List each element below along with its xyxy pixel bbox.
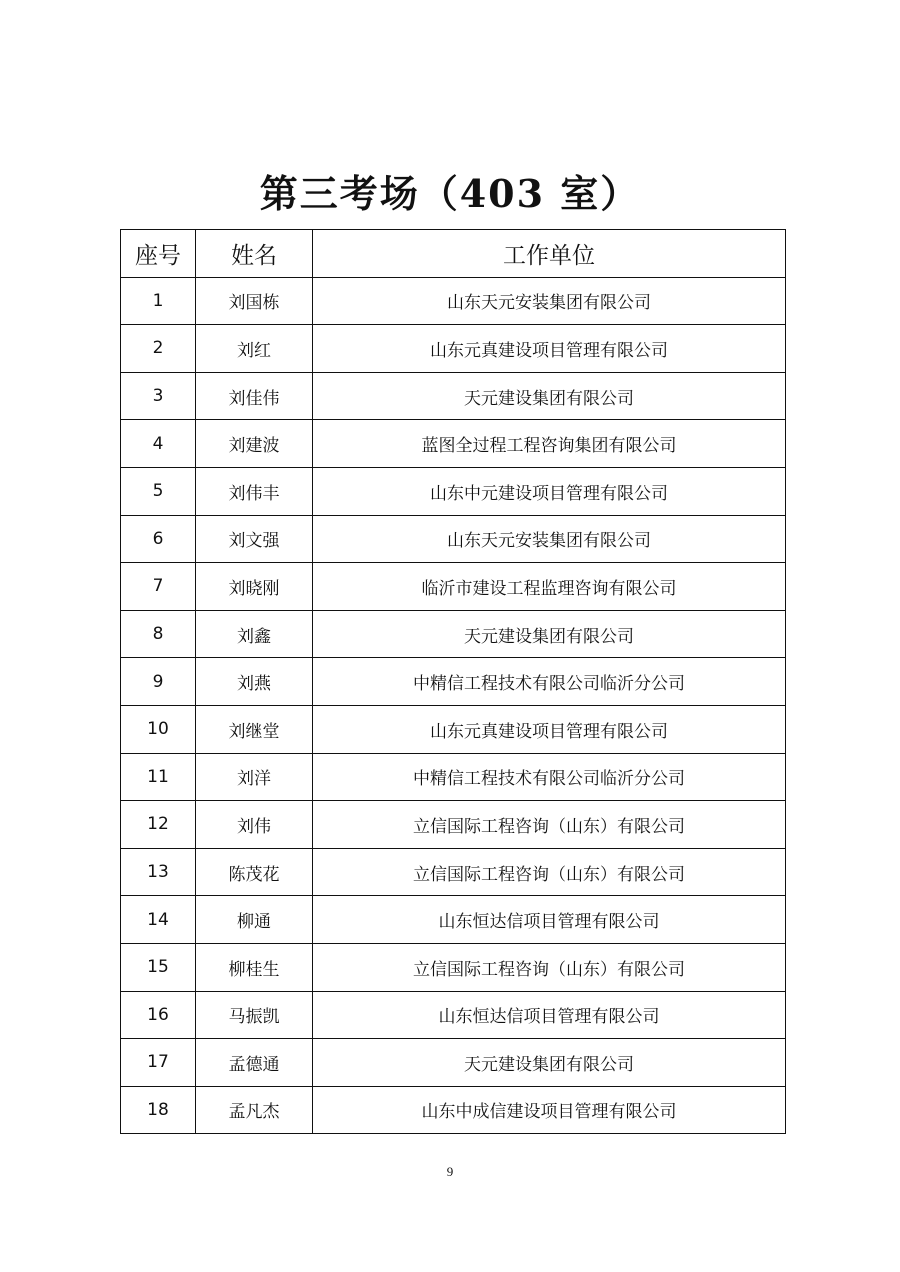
seat-cell: 17 (121, 1039, 196, 1087)
table-row (121, 991, 786, 1039)
seat-cell: 6 (121, 515, 196, 563)
table-row (121, 801, 786, 849)
seat-cell: 5 (121, 467, 196, 515)
unit-cell: 山东天元安装集团有限公司 (313, 515, 786, 563)
exam-roster-table (120, 229, 786, 1134)
table-row (121, 848, 786, 896)
seat-cell: 10 (121, 705, 196, 753)
header-unit: 工作单位 (313, 230, 786, 278)
seat-cell: 2 (121, 325, 196, 373)
name-cell: 刘鑫 (196, 610, 313, 658)
table-row (121, 753, 786, 801)
header-seat: 座号 (121, 230, 196, 278)
table-header-row (121, 230, 786, 278)
unit-cell: 临沂市建设工程监理咨询有限公司 (313, 563, 786, 611)
seat-cell: 4 (121, 420, 196, 468)
table-row (121, 467, 786, 515)
name-cell: 刘洋 (196, 753, 313, 801)
seat-cell: 12 (121, 801, 196, 849)
table-row (121, 943, 786, 991)
unit-cell: 天元建设集团有限公司 (313, 372, 786, 420)
table-body (121, 277, 786, 1134)
name-cell: 孟凡杰 (196, 1086, 313, 1134)
name-cell: 刘晓刚 (196, 563, 313, 611)
name-cell: 刘继堂 (196, 705, 313, 753)
seat-cell: 3 (121, 372, 196, 420)
table-row (121, 1086, 786, 1134)
unit-cell: 山东恒达信项目管理有限公司 (313, 896, 786, 944)
seat-cell: 14 (121, 896, 196, 944)
unit-cell: 立信国际工程咨询（山东）有限公司 (313, 801, 786, 849)
table-row (121, 705, 786, 753)
table-row (121, 896, 786, 944)
seat-cell: 7 (121, 563, 196, 611)
page-title: 第三考场（403 室） (259, 171, 641, 216)
name-cell: 刘国栋 (196, 277, 313, 325)
unit-cell: 中精信工程技术有限公司临沂分公司 (313, 658, 786, 706)
unit-cell: 天元建设集团有限公司 (313, 610, 786, 658)
unit-cell: 立信国际工程咨询（山东）有限公司 (313, 943, 786, 991)
name-cell: 刘建波 (196, 420, 313, 468)
unit-cell: 立信国际工程咨询（山东）有限公司 (313, 848, 786, 896)
seat-cell: 9 (121, 658, 196, 706)
seat-cell: 15 (121, 943, 196, 991)
table-row (121, 610, 786, 658)
name-cell: 刘燕 (196, 658, 313, 706)
name-cell: 马振凯 (196, 991, 313, 1039)
unit-cell: 山东元真建设项目管理有限公司 (313, 325, 786, 373)
unit-cell: 天元建设集团有限公司 (313, 1039, 786, 1087)
seat-cell: 13 (121, 848, 196, 896)
unit-cell: 山东天元安装集团有限公司 (313, 277, 786, 325)
seat-cell: 8 (121, 610, 196, 658)
name-cell: 刘红 (196, 325, 313, 373)
name-cell: 柳通 (196, 896, 313, 944)
table-row (121, 1039, 786, 1087)
table-row (121, 420, 786, 468)
seat-cell: 1 (121, 277, 196, 325)
name-cell: 刘伟 (196, 801, 313, 849)
unit-cell: 山东中成信建设项目管理有限公司 (313, 1086, 786, 1134)
table-row (121, 658, 786, 706)
seat-cell: 18 (121, 1086, 196, 1134)
name-cell: 孟德通 (196, 1039, 313, 1087)
name-cell: 刘佳伟 (196, 372, 313, 420)
unit-cell: 山东元真建设项目管理有限公司 (313, 705, 786, 753)
seat-cell: 16 (121, 991, 196, 1039)
table-row (121, 277, 786, 325)
seat-cell: 11 (121, 753, 196, 801)
name-cell: 柳桂生 (196, 943, 313, 991)
name-cell: 刘文强 (196, 515, 313, 563)
header-name: 姓名 (196, 230, 313, 278)
unit-cell: 蓝图全过程工程咨询集团有限公司 (313, 420, 786, 468)
unit-cell: 中精信工程技术有限公司临沂分公司 (313, 753, 786, 801)
table-row (121, 325, 786, 373)
unit-cell: 山东中元建设项目管理有限公司 (313, 467, 786, 515)
unit-cell: 山东恒达信项目管理有限公司 (313, 991, 786, 1039)
table-row (121, 515, 786, 563)
name-cell: 陈茂花 (196, 848, 313, 896)
table-row (121, 563, 786, 611)
page-number: 9 (446, 1164, 454, 1179)
name-cell: 刘伟丰 (196, 467, 313, 515)
table-row (121, 372, 786, 420)
